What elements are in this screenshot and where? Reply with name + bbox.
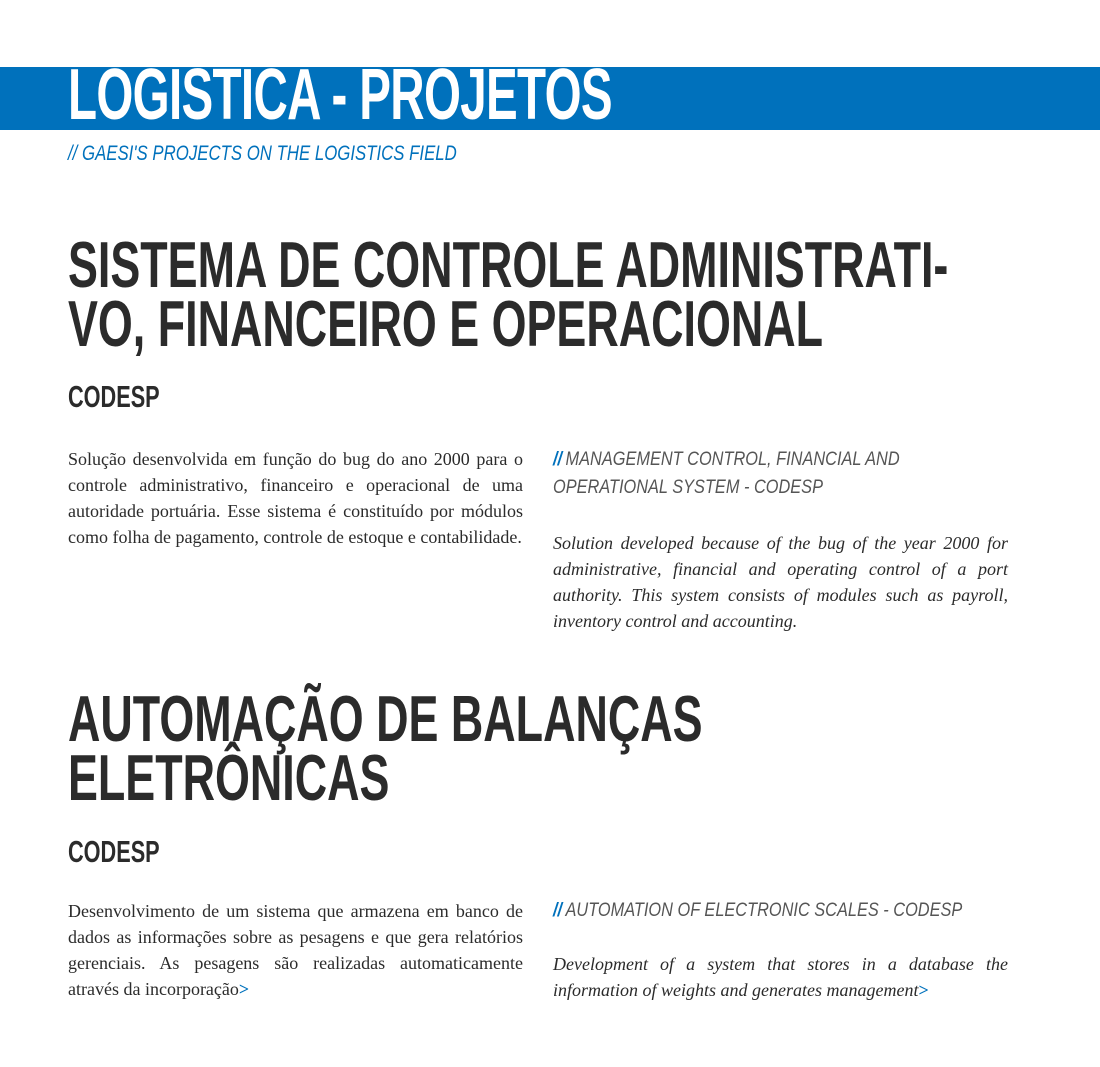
project-description-pt-text: Desenvolvimento de um sistema que armazena em banco de dados as informações sobre as pesagens e que gera relatórios gerenciais. As pesagens são realizadas automaticamente através da incorporação: [68, 901, 523, 999]
continue-arrow-icon[interactable]: >: [238, 979, 250, 999]
project-title: [68, 682, 703, 814]
page-subtitle: // GAESI'S PROJECTS ON THE LOGISTICS FIELD: [68, 142, 457, 165]
project-heading-en-text: AUTOMATION OF ELECTRONIC SCALES - CODESP: [565, 900, 963, 921]
project-description-en-text: Development of a system that stores in a database the information of weights and generates management: [553, 954, 1008, 1000]
project-title-line: VO, FINANCEIRO E OPERACIONAL: [68, 287, 824, 360]
project-title-line: SISTEMA DE CONTROLE ADMINISTRATI-: [68, 228, 949, 301]
project-title-line: AUTOMAÇÃO DE BALANÇAS: [68, 682, 703, 755]
project-description-pt: Solução desenvolvida em função do bug do ano 2000 para o controle administrativo, financeiro e operacional de uma autoridade portuária. Esse sistema é constituído por módulos como folha de pagamento, controle de estoque e contabilidade.: [68, 449, 523, 547]
project-client: CODESP: [68, 379, 160, 414]
project-heading-en-text: MANAGEMENT CONTROL, FINANCIAL AND OPERATIONAL SYSTEM - CODESP: [553, 449, 900, 498]
project-title-line: ELETRÔNICAS: [68, 741, 390, 814]
project-client: CODESP: [68, 834, 160, 869]
project-heading-en: [553, 897, 1013, 925]
slash-marker: //: [553, 449, 563, 470]
project-title: [68, 228, 949, 360]
project-description-en: Solution developed because of the bug of the year 2000 for administrative, financial and operating control of a port authority. This system consists of modules such as payroll, inventory control and accounting.: [553, 533, 1008, 631]
page-title: LOGÍSTICA - PROJETOS: [68, 55, 612, 135]
continue-arrow-icon[interactable]: >: [918, 980, 929, 1000]
project-description-pt: [68, 898, 523, 1002]
slash-marker: //: [553, 900, 563, 921]
project-description-en: [553, 951, 1008, 1003]
project-heading-en: [553, 446, 1013, 502]
